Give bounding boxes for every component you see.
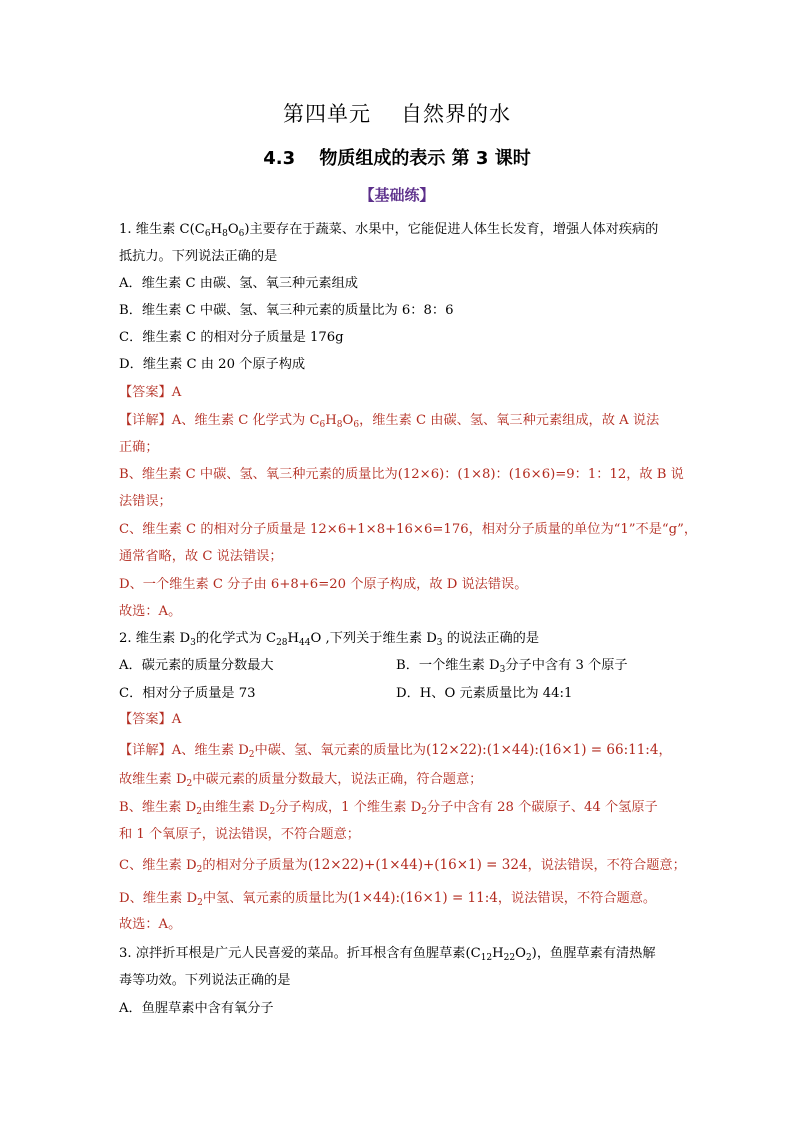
q1-explanation-3: B、维生素 C 中碳、氢、氧三种元素的质量比为(12×6)：(1×8)：(16×6)=9：1：12，故 B 说 [119, 467, 684, 482]
q2-explanation-3: B、维生素 $D_2$由维生素 $D_2$分子构成，1 个维生素 $D_2$分子中含有 28 个碳原子、44 个氢原子 [119, 800, 658, 817]
q2-explanation-5: C、维生素 $D_2$的相对分子质量为(12×22)+(1×44)+(16×1) = 324，说法错误，不符合题意； [119, 857, 686, 875]
q1-explanation-1: 【详解】A、维生素 C 化学式为 $C_6H_8O_6$，维生素 C 由碳、氢、氧三种元素组成，故 A 说法 [119, 413, 660, 430]
unit-number: 第四单元 [283, 102, 371, 126]
q2-option-c: C．相对分子质量是 73 [119, 686, 256, 701]
q3-stem-line1: 3. 凉拌折耳根是广元人民喜爱的菜品。折耳根含有鱼腥草素$(C_{12}H_{22}O_2)$，鱼腥草素有清热解 [119, 946, 656, 963]
q1-stem-line2: 抵抗力。下列说法正确的是 [119, 249, 278, 264]
q2-option-b: B．一个维生素 $D_3$分子中含有 3 个原子 [396, 658, 628, 675]
q1-option-c: C．维生素 C 的相对分子质量是 176g [119, 330, 344, 345]
q1-explanation-4: 法错误； [119, 494, 172, 509]
unit-title [0, 98, 794, 128]
q3-option-a: A．鱼腥草素中含有氧分子 [119, 1001, 274, 1016]
q1-explanation-6: 通常省略，故 C 说法错误； [119, 549, 283, 564]
q2-answer: 【答案】A [119, 712, 182, 727]
q2-explanation-4: 和 1 个氧原子，说法错误，不符合题意； [119, 827, 360, 842]
q1-explanation-7: D、一个维生素 C 分子由 6+8+6=20 个原子构成，故 D 说法错误。 [119, 577, 528, 592]
q2-math-mass: (12×22)+(1×44)+(16×1) = 324 [307, 857, 528, 873]
q1-explanation-5: C、维生素 C 的相对分子质量是 12×6+1×8+16×6=176，相对分子质量的单位为“1”不是“g”， [119, 522, 698, 537]
q2-explanation-1: 【详解】A、维生素 $D_2$中碳、氢、氧元素的质量比为(12×22):(1×44):(16×1) = 66:11:4， [119, 742, 672, 760]
q2-explanation-2: 故维生素 $D_2$中碳元素的质量分数最大，说法正确，符合题意； [119, 772, 483, 789]
q1-option-b: B．维生素 C 中碳、氢、氧三种元素的质量比为 6：8：6 [119, 303, 454, 318]
q2-explanation-6: D、维生素 $D_2$中氢、氧元素的质量比为(1×44):(16×1) = 11:4，说法错误，不符合题意。 [119, 890, 657, 908]
q1-explanation-2: 正确； [119, 440, 159, 455]
q1-conclusion: 故选：A。 [119, 604, 182, 619]
q1-stem-line1: 1. 维生素 $C(C_6H_8O_6)$主要存在于蔬菜、水果中，它能促进人体生长发育，增强人体对疾病的 [119, 222, 659, 239]
q3-stem-line2: 毒等功效。下列说法正确的是 [119, 973, 291, 988]
q2-math-ratio: (12×22):(1×44):(16×1) = 66:11:4 [425, 742, 659, 758]
section-heading: 【基础练】 [359, 186, 435, 204]
unit-name: 自然界的水 [401, 102, 511, 126]
q1-option-a: A．维生素 C 由碳、氢、氧三种元素组成 [119, 276, 358, 291]
q2-stem: 2. 维生素 $D_3$的化学式为 $C_{28}H_{44}O$ ,下列关于维生素 $D_3$ 的说法正确的是 [119, 631, 540, 648]
q1-option-d: D．维生素 C 由 20 个原子构成 [119, 357, 306, 372]
lesson-title: 4.3 物质组成的表示 第 3 课时 [263, 148, 531, 169]
q2-option-d: D．H、O 元素质量比为 44:1 [396, 686, 573, 701]
q2-math-ho-ratio: (1×44):(16×1) = 11:4 [347, 890, 498, 906]
q1-answer: 【答案】A [119, 385, 182, 400]
q2-conclusion: 故选：A。 [119, 917, 182, 932]
q2-option-a: A．碳元素的质量分数最大 [119, 658, 274, 673]
